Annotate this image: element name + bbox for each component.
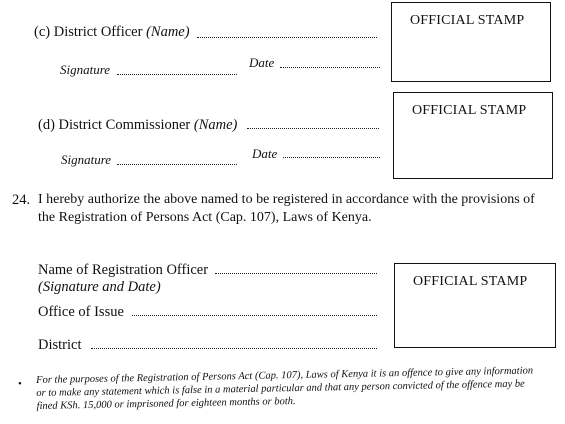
district-officer-name-field[interactable]: [197, 37, 377, 38]
office-of-issue-field[interactable]: [132, 315, 377, 316]
official-stamp-box-registration: [394, 263, 556, 348]
district-commissioner-signature-label: Signature: [61, 152, 112, 167]
district-commissioner-name-field[interactable]: [247, 128, 379, 129]
registration-officer-sublabel: (Signature and Date): [38, 279, 161, 295]
district-officer-signature-label: Signature: [60, 62, 111, 77]
district-commissioner-date-field[interactable]: [283, 157, 380, 158]
district-officer-label: (c) District Officer (Name): [34, 24, 190, 40]
official-stamp-box-c: [391, 2, 551, 82]
district-label: District: [38, 337, 82, 353]
item-24-line-1: I hereby authorize the above named to be registered in accordance with the provisions of: [38, 192, 535, 207]
district-officer-signature-field[interactable]: [117, 74, 237, 75]
footnote-text: For the purposes of the Registration of Persons Act (Cap. 107), Laws of Kenya it is an offence to give any information or to make any statement which is false in a material particular and that any person convicted of the offence may be fined KSh. 15,000 or imprisoned for eighteen months or both.: [36, 365, 534, 412]
item-24-number: 24.: [12, 192, 31, 208]
office-of-issue-label: Office of Issue: [38, 304, 124, 320]
registration-officer-field[interactable]: [215, 273, 377, 274]
footnote-bullet: •: [18, 378, 22, 390]
official-stamp-label: OFFICIAL STAMP: [413, 274, 528, 289]
district-field[interactable]: [91, 348, 377, 349]
item-24-line-2: the Registration of Persons Act (Cap. 107), Laws of Kenya.: [38, 210, 372, 225]
district-commissioner-label: (d) District Commissioner (Name): [38, 117, 238, 133]
official-stamp-label: OFFICIAL STAMP: [410, 13, 525, 28]
official-stamp-box-d: [393, 92, 553, 179]
official-stamp-label: OFFICIAL STAMP: [412, 103, 527, 118]
registration-officer-label: Name of Registration Officer: [38, 262, 209, 278]
district-officer-date-label: Date: [249, 55, 275, 70]
district-commissioner-date-label: Date: [252, 146, 278, 161]
district-officer-date-field[interactable]: [280, 67, 380, 68]
district-commissioner-signature-field[interactable]: [117, 164, 237, 165]
